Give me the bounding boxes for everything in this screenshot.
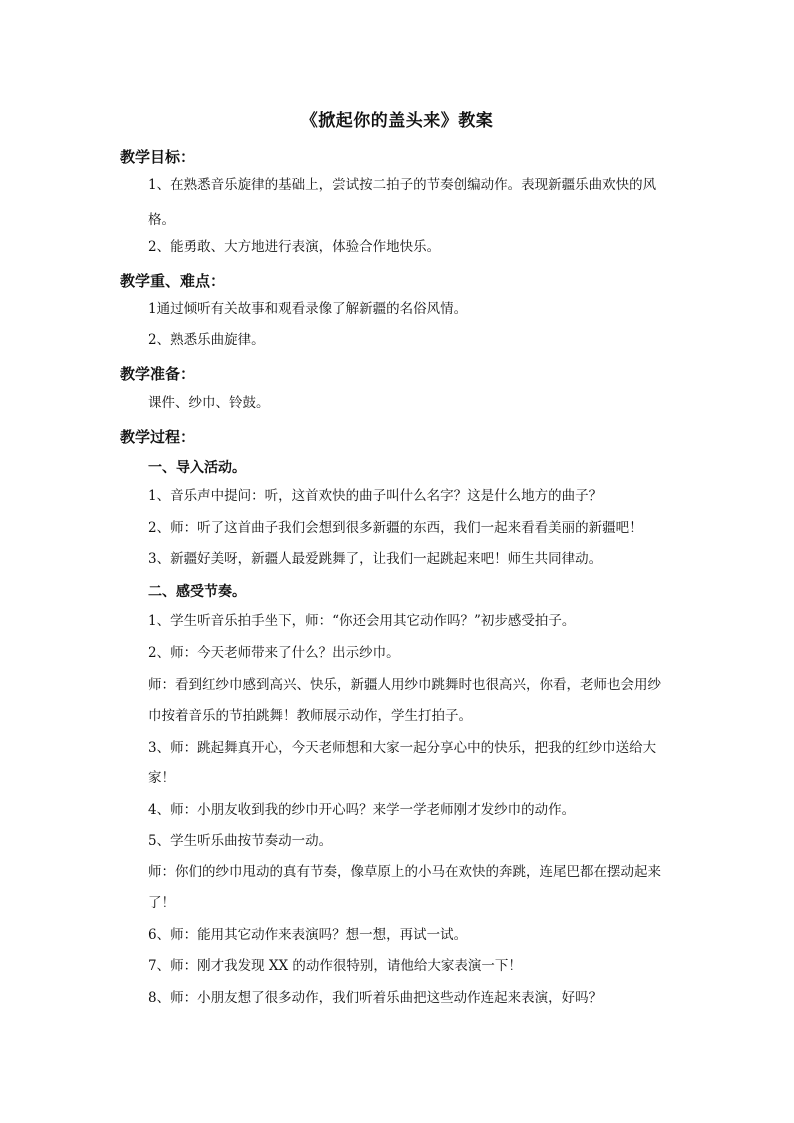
section-heading-process: 教学过程： [120,428,196,446]
part1-item-1: 1、音乐声中提问：听，这首欢快的曲子叫什么名字？这是什么地方的曲子？ [148,488,603,504]
prep-item-1: 课件、纱巾、铃鼓。 [148,395,270,411]
process-part1-heading: 一、导入活动。 [148,460,246,476]
part2-item-1: 1、学生听音乐拍手坐下，师：“你还会用其它动作吗？”初步感受拍子。 [148,613,576,629]
part1-item-3: 3、新疆好美呀，新疆人最爱跳舞了，让我们一起跳起来吧！师生共同律动。 [148,551,603,567]
section-heading-prep: 教学准备： [120,365,196,383]
part2-item-6: 5、学生听乐曲按节奏动一动。 [148,833,333,849]
part2-item-5: 4、师：小朋友收到我的纱巾开心吗？来学一学老师刚才发纱巾的动作。 [148,802,576,818]
part2-item-7-cont: 了！ [148,895,175,911]
part2-item-7: 师：你们的纱巾甩动的真有节奏，像草原上的小马在欢快的奔跳，连尾巴都在摆动起来 [148,864,661,880]
part1-item-2: 2、师：听了这首曲子我们会想到很多新疆的东西，我们一起来看看美丽的新疆吧！ [148,520,643,536]
key-points-item-1: 1通过倾听有关故事和观看录像了解新疆的名俗风情。 [148,301,468,317]
section-heading-key-points: 教学重、难点： [120,272,226,290]
part2-item-3-cont: 巾按着音乐的节拍跳舞！教师展示动作，学生打拍子。 [148,708,472,724]
part2-item-3: 师：看到红纱巾感到高兴、快乐，新疆人用纱巾跳舞时也很高兴，你看，老师也会用纱 [148,677,661,693]
document-title: 《掀起你的盖头来》教案 [300,111,494,131]
part2-item-10: 8、师：小朋友想了很多动作，我们听着乐曲把这些动作连起来表演，好吗？ [148,990,603,1006]
goals-item-2: 2、能勇敢、大方地进行表演，体验合作地快乐。 [148,239,441,255]
goals-item-1: 1、在熟悉音乐旋律的基础上，尝试按二拍子的节奏创编动作。表现新疆乐曲欢快的风 [148,177,657,193]
goals-item-1-cont: 格。 [148,212,175,228]
key-points-item-2: 2、熟悉乐曲旋律。 [148,332,265,348]
section-heading-goals: 教学目标： [120,148,196,166]
part2-item-9: 7、师：刚才我发现 XX 的动作很特别，请他给大家表演一下！ [148,958,522,974]
part2-item-4: 3、师：跳起舞真开心，今天老师想和大家一起分享心中的快乐，把我的红纱巾送给大 [148,740,657,756]
part2-item-2: 2、师：今天老师带来了什么？出示纱巾。 [148,645,400,661]
process-part2-heading: 二、感受节奏。 [148,584,246,600]
part2-item-4-cont: 家！ [148,770,175,786]
part2-item-8: 6、师：能用其它动作来表演吗？想一想，再试一试。 [148,927,468,943]
